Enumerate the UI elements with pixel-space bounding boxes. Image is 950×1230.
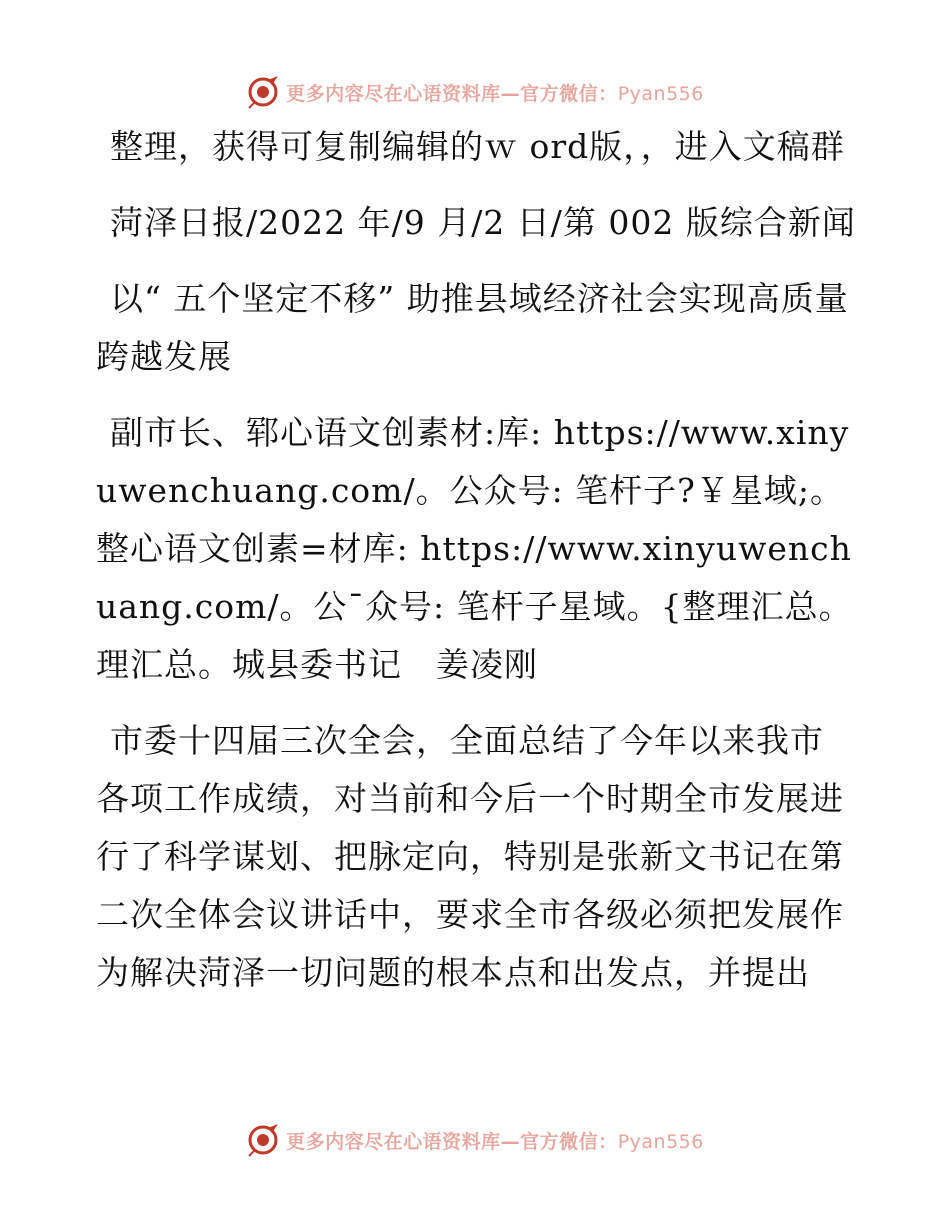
header-banner (0, 70, 950, 114)
body-paragraph: 市委十四届三次全会，全面总结了今年以来我市各项工作成绩，对当前和今后一个时期全市发展进行了科学谋划、把脉定向，特别是张新文书记在第二次全体会议讲话中，要求全市各级必须把发展作为解决菏泽一切问题的根本点和出发点，并提出 (96, 721, 844, 992)
footer-banner (0, 1118, 950, 1162)
byline-paragraph: 副市长、郓心语文创素材:库: https://www.xinyuwenchuang.com/。公众号: 笔杆子?￥星域;。整心语文创素=材库: https://www.xinyuwenchuang.com/。公¯众号: 笔杆子星域。{整理汇总。理汇总。城县委书记 姜凌刚 (96, 413, 853, 684)
quill-circle-logo-icon (246, 75, 280, 109)
document-body (96, 118, 856, 1020)
intro-paragraph: 整理，获得可复制编辑的ｗ ord版，，进入文稿群 (110, 127, 845, 166)
header-banner-text: 更多内容尽在心语资料库—官方微信：Pyan556 (286, 82, 704, 105)
article-title: 以“ 五个坚定不移” 助推县域经济社会实现高质量跨越发展 (96, 279, 849, 376)
source-line: 菏泽日报/2022 年/9 月/2 日/第 002 版综合新闻 (110, 203, 856, 242)
quill-circle-logo-icon (246, 1123, 280, 1157)
footer-banner-text: 更多内容尽在心语资料库—官方微信：Pyan556 (286, 1130, 704, 1153)
